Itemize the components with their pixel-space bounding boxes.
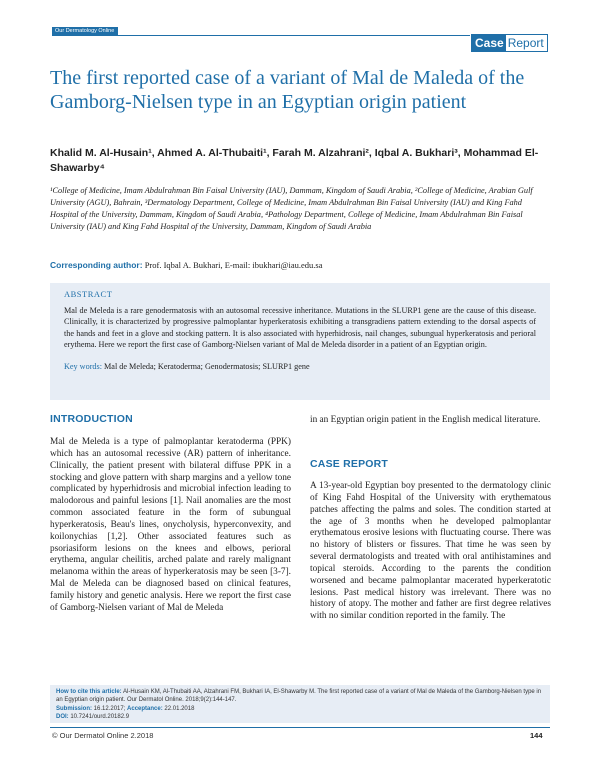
acceptance-label: Acceptance: xyxy=(127,705,163,712)
introduction-heading: INTRODUCTION xyxy=(50,413,133,425)
acceptance-date: 22.01.2018 xyxy=(162,705,195,712)
corresponding-label: Corresponding author: xyxy=(50,260,143,270)
page-number: 144 xyxy=(530,731,543,740)
badge-report: Report xyxy=(506,34,548,52)
keywords-text: Mal de Meleda; Keratoderma; Genodermatosis; SLURP1 gene xyxy=(101,361,310,371)
corresponding-author xyxy=(50,259,550,271)
case-report-text: A 13-year-old Egyptian boy presented to the dermatology clinic of King Fahd Hospital of the University with erythematous patches affecting the palms and soles. The condition started at the age of 3 months when he developed palmoplantar erythematous erosive lesions with fluctuating course. There was no history of blisters or fissures. That time he was seen by several dermatologists and treated with oral antihistamines and topical steroids. According to the parents the condition worsened and became palmoplantar macerated hyperkeratotic lesions. Past medical history was irrelevant. There was no history of atopy. The mother and father are first degree relatives with no similar condition reported in the family. The xyxy=(310,481,551,622)
article-title: The first reported case of a variant of Mal de Maleda of the Gamborg-Nielsen type in an Egyptian origin patient xyxy=(50,67,525,113)
doi-label: DOI: xyxy=(56,713,69,720)
case-report-column xyxy=(310,481,551,623)
introduction-continuation-text: in an Egyptian origin patient in the English medical literature. xyxy=(310,415,541,425)
doi-line xyxy=(56,713,544,721)
citation-text: Al-Husain KM, Al-Thubaiti AA, Alzahrani FM, Bukhari IA, El-Shawarby M. The first reported case of a variant of Mal de Maleda of the Gamborg-Nielsen type in an Egyptian origin patient. Our Dermatol Online. 2018;9(2):144-147. xyxy=(56,689,542,704)
badge-case: Case xyxy=(471,34,506,52)
doi-link[interactable]: 10.7241/ourd.20182.9 xyxy=(68,713,130,720)
header-rule xyxy=(52,35,470,36)
journal-name-tag: Our Dermatology Online xyxy=(52,27,118,35)
copyright: © Our Dermatol Online 2.2018 xyxy=(52,731,154,740)
affiliations: ¹College of Medicine, Imam Abdulrahman Bin Faisal University (IAU), Dammam, Kingdom of Saudi Arabia, ²College of Medicine, Arabian Gulf University (AGU), Bahrain, ³Dermatology Department, College of Medicine, Imam Abdulrahman Bin Faisal University (IAU) and King Fahd Hospital of the University, Dammam, Kingdom of Saudi Arabia, ⁴Pathology Department, College of Medicine, Imam Abdulrahman Bin Faisal University (IAU) and King Fahd Hospital of the University, Dammam, Kingdom of Saudi Arabia xyxy=(50,186,533,231)
introduction-column xyxy=(50,437,291,615)
introduction-text: Mal de Meleda is a type of palmoplantar keratoderma (PPK) which has an autosomal recessive (AR) pattern of inheritance. Clinically, the patient present with bilateral diffuse PPK in a stocking and glove pattern with sharp margins and a yellow tone complicated by hyperhidrosis and microbial infection leading to malodorous and painful lesions [1]. Nail anomalies are the most common associated feature in the form of subungual hyperkeratosis, Beau's lines, onycholysis, hyperconvexity, and koilonychias [1,2]. Other associated features such as psoriasiform lesions on the knees and elbows, perioral erythema, angular cheilitis, arched palate and rarely malignant melanoma within the areas of hyperkeratosis may be seen [3-7]. Mal de Meleda can be diagnosed based on clinical features, family history and genetic analysis. Here we report the first case of Gamborg-Nielsen variant of Mal de Meleda xyxy=(50,437,291,613)
footer-rule xyxy=(50,727,550,728)
citation-label: How to cite this article: xyxy=(56,689,122,695)
corresponding-text: Prof. Iqbal A. Bukhari, E-mail: ibukhari@iau.edu.sa xyxy=(142,260,323,270)
author-list: Khalid M. Al-Husain¹, Ahmed A. Al-Thubaiti¹, Farah M. Alzahrani², Iqbal A. Bukhari³, Mohammad El-Shawarby⁴ xyxy=(50,147,539,174)
dates-line xyxy=(56,705,544,713)
case-report-heading: CASE REPORT xyxy=(310,458,389,470)
keywords xyxy=(64,362,536,371)
submission-date: 16.12.2017; xyxy=(92,705,128,712)
article-type-badge xyxy=(471,34,548,52)
citation-line xyxy=(56,688,544,705)
submission-label: Submission: xyxy=(56,705,93,712)
keywords-label: Key words: xyxy=(64,361,102,371)
introduction-continuation xyxy=(310,415,551,427)
abstract-box xyxy=(50,283,550,400)
citation-box xyxy=(50,685,550,723)
abstract-heading: ABSTRACT xyxy=(64,289,113,299)
abstract-text: Mal de Meleda is a rare genodermatosis with an autosomal recessive inheritance. Mutations in the SLURP1 gene are the cause of this disease. Clinically, it is characterized by progressive palmoplantar hyperkeratosis exhibiting a transgradiens pattern extending to the dorsal aspects of the hands and feet in a glove and stocking pattern. It is also associated with hyperhidrosis, nail changes, subungual hyperkeratosis and perioral erythema. Here we report the first case of Gamborg-Nielsen variant of Mal de Meleda disorder in a patient of an Egyptian origin. xyxy=(64,306,536,350)
